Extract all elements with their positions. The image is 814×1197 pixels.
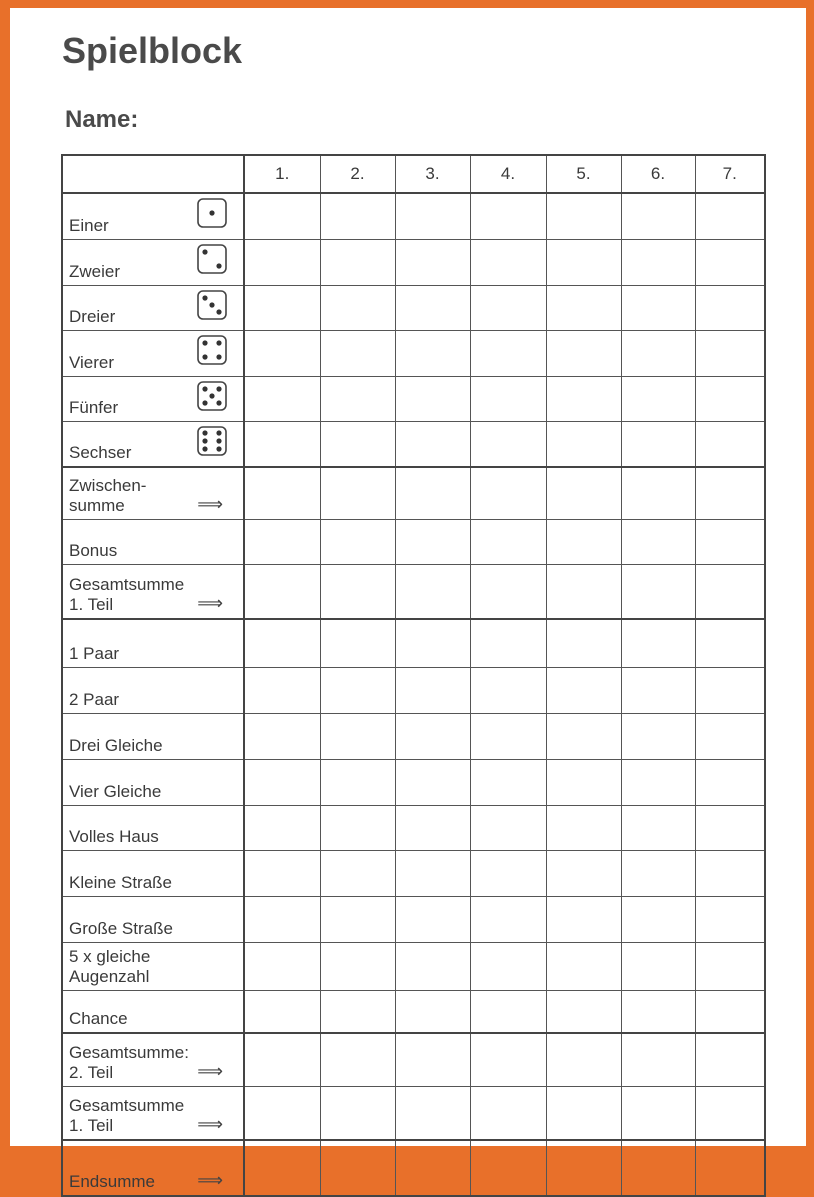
die-pip — [202, 430, 207, 435]
score-sheet — [10, 8, 806, 1191]
score-cell[interactable] — [621, 991, 695, 1034]
score-cell[interactable] — [470, 286, 546, 331]
score-cell[interactable] — [244, 565, 320, 620]
score-cell[interactable] — [695, 1033, 765, 1087]
score-cell[interactable] — [695, 760, 765, 806]
score-cell[interactable] — [320, 760, 395, 806]
score-cell[interactable] — [621, 520, 695, 565]
column-header: 7. — [695, 155, 765, 193]
score-cell[interactable] — [621, 760, 695, 806]
die-pip — [216, 354, 221, 359]
score-cell[interactable] — [395, 619, 470, 668]
score-cell[interactable] — [621, 467, 695, 520]
row-label-cell — [62, 1033, 244, 1087]
score-cell[interactable] — [621, 565, 695, 620]
score-cell[interactable] — [621, 1087, 695, 1141]
row-label-cell — [62, 619, 244, 668]
score-cell[interactable] — [320, 1140, 395, 1196]
row-label-cell — [62, 851, 244, 897]
score-cell[interactable] — [320, 286, 395, 331]
row-label: 1. Teil — [69, 1116, 114, 1135]
row-label: Fünfer — [69, 398, 119, 417]
score-cell[interactable] — [320, 422, 395, 468]
score-cell[interactable] — [695, 806, 765, 851]
row-label: 1 Paar — [69, 644, 120, 663]
name-label: Name: — [65, 106, 139, 133]
score-cell[interactable] — [320, 714, 395, 760]
score-cell[interactable] — [546, 897, 621, 943]
row-label-cell — [62, 1087, 244, 1141]
column-header: 3. — [395, 155, 470, 193]
column-header: 2. — [320, 155, 395, 193]
table-row — [62, 1033, 765, 1087]
die-four-icon — [197, 335, 227, 365]
score-cell[interactable] — [244, 619, 320, 668]
row-label-cell — [62, 760, 244, 806]
score-cell[interactable] — [395, 193, 470, 240]
score-cell[interactable] — [320, 851, 395, 897]
score-cell[interactable] — [320, 943, 395, 991]
die-face — [198, 336, 226, 364]
score-cell[interactable] — [244, 286, 320, 331]
die-pip — [202, 400, 207, 405]
row-label: Augenzahl — [69, 967, 150, 986]
score-cell[interactable] — [695, 1087, 765, 1141]
score-cell[interactable] — [320, 897, 395, 943]
table-row — [62, 991, 765, 1034]
row-label: Zweier — [69, 262, 121, 281]
score-cell[interactable] — [621, 1140, 695, 1196]
score-cell[interactable] — [695, 240, 765, 286]
score-cell[interactable] — [621, 897, 695, 943]
score-cell[interactable] — [695, 520, 765, 565]
row-label-cell — [62, 991, 244, 1034]
row-label-cell — [62, 422, 244, 468]
die-pip — [216, 386, 221, 391]
score-cell[interactable] — [395, 240, 470, 286]
score-cell[interactable] — [695, 422, 765, 468]
score-cell[interactable] — [470, 422, 546, 468]
score-cell[interactable] — [546, 1087, 621, 1141]
score-cell[interactable] — [244, 668, 320, 714]
score-cell[interactable] — [320, 991, 395, 1034]
score-cell[interactable] — [244, 331, 320, 377]
row-label-cell — [62, 714, 244, 760]
score-cell[interactable] — [395, 668, 470, 714]
score-cell[interactable] — [621, 193, 695, 240]
score-cell[interactable] — [395, 760, 470, 806]
score-cell[interactable] — [470, 1033, 546, 1087]
score-cell[interactable] — [395, 943, 470, 991]
score-cell[interactable] — [244, 1140, 320, 1196]
score-cell[interactable] — [395, 897, 470, 943]
score-cell[interactable] — [244, 240, 320, 286]
score-cell[interactable] — [244, 760, 320, 806]
table-row — [62, 193, 765, 240]
score-cell[interactable] — [695, 377, 765, 422]
score-cell[interactable] — [695, 193, 765, 240]
die-pip — [202, 295, 207, 300]
score-cell[interactable] — [695, 331, 765, 377]
score-cell[interactable] — [546, 1033, 621, 1087]
header-row — [62, 155, 765, 193]
score-cell[interactable] — [546, 991, 621, 1034]
score-cell[interactable] — [470, 760, 546, 806]
score-cell[interactable] — [470, 520, 546, 565]
score-cell[interactable] — [695, 286, 765, 331]
score-cell[interactable] — [470, 467, 546, 520]
row-label: Gesamtsumme — [69, 575, 185, 594]
score-cell[interactable] — [470, 377, 546, 422]
score-cell[interactable] — [244, 806, 320, 851]
score-cell[interactable] — [470, 565, 546, 620]
double-arrow-icon: ⟹ — [197, 593, 223, 613]
row-label-cell — [62, 520, 244, 565]
score-cell[interactable] — [695, 467, 765, 520]
double-arrow-icon: ⟹ — [197, 1114, 223, 1134]
die-pip — [216, 340, 221, 345]
score-cell[interactable] — [395, 1033, 470, 1087]
table-row — [62, 851, 765, 897]
score-cell[interactable] — [546, 806, 621, 851]
score-table — [61, 154, 766, 1197]
row-label: Bonus — [69, 541, 118, 560]
row-label: Chance — [69, 1009, 128, 1028]
score-cell[interactable] — [546, 193, 621, 240]
score-cell[interactable] — [395, 851, 470, 897]
score-cell[interactable] — [695, 565, 765, 620]
die-pip — [209, 302, 214, 307]
score-cell[interactable] — [621, 240, 695, 286]
column-header: 5. — [546, 155, 621, 193]
score-cell[interactable] — [695, 851, 765, 897]
score-cell[interactable] — [621, 377, 695, 422]
die-pip — [209, 210, 214, 215]
score-cell[interactable] — [395, 1087, 470, 1141]
score-cell[interactable] — [320, 619, 395, 668]
column-header: 4. — [470, 155, 546, 193]
row-label-cell — [62, 565, 244, 620]
score-cell[interactable] — [470, 331, 546, 377]
score-cell[interactable] — [244, 422, 320, 468]
score-cell[interactable] — [546, 943, 621, 991]
table-row — [62, 422, 765, 468]
score-cell[interactable] — [395, 286, 470, 331]
score-cell[interactable] — [244, 520, 320, 565]
row-label: Vier Gleiche — [69, 782, 162, 801]
table-row — [62, 619, 765, 668]
die-pip — [216, 263, 221, 268]
score-cell[interactable] — [470, 619, 546, 668]
score-cell[interactable] — [244, 991, 320, 1034]
score-cell[interactable] — [320, 193, 395, 240]
row-label-cell — [62, 286, 244, 331]
row-label: Drei Gleiche — [69, 736, 163, 755]
score-cell[interactable] — [244, 377, 320, 422]
score-cell[interactable] — [470, 193, 546, 240]
table-row — [62, 806, 765, 851]
row-label-cell — [62, 377, 244, 422]
die-five-icon — [197, 381, 227, 411]
column-header: 6. — [621, 155, 695, 193]
table-row — [62, 565, 765, 620]
score-cell[interactable] — [244, 714, 320, 760]
row-label: Sechser — [69, 443, 132, 462]
score-cell[interactable] — [320, 331, 395, 377]
score-cell[interactable] — [546, 565, 621, 620]
die-pip — [216, 438, 221, 443]
table-row — [62, 467, 765, 520]
score-cell[interactable] — [621, 714, 695, 760]
score-cell[interactable] — [244, 943, 320, 991]
score-cell[interactable] — [320, 565, 395, 620]
score-cell[interactable] — [546, 851, 621, 897]
row-label-cell — [62, 240, 244, 286]
score-cell[interactable] — [244, 851, 320, 897]
score-cell[interactable] — [621, 806, 695, 851]
score-cell[interactable] — [244, 1033, 320, 1087]
die-pip — [216, 430, 221, 435]
die-face — [198, 427, 226, 455]
score-cell[interactable] — [546, 240, 621, 286]
die-six-icon — [197, 426, 227, 456]
score-cell[interactable] — [244, 897, 320, 943]
die-pip — [202, 386, 207, 391]
score-cell[interactable] — [546, 1140, 621, 1196]
score-cell[interactable] — [621, 851, 695, 897]
score-cell[interactable] — [621, 286, 695, 331]
score-cell[interactable] — [320, 1033, 395, 1087]
score-cell[interactable] — [695, 943, 765, 991]
row-label-cell — [62, 943, 244, 991]
die-one-icon — [197, 198, 227, 228]
score-cell[interactable] — [470, 897, 546, 943]
row-label: Einer — [69, 216, 109, 235]
score-cell[interactable] — [320, 1087, 395, 1141]
row-label-cell — [62, 331, 244, 377]
row-label: summe — [69, 496, 125, 515]
score-cell[interactable] — [621, 668, 695, 714]
table-row — [62, 520, 765, 565]
score-cell[interactable] — [546, 760, 621, 806]
die-pip — [202, 354, 207, 359]
score-cell[interactable] — [320, 668, 395, 714]
score-cell[interactable] — [695, 714, 765, 760]
table-row — [62, 240, 765, 286]
table-row — [62, 1087, 765, 1141]
score-cell[interactable] — [470, 1140, 546, 1196]
score-cell[interactable] — [695, 668, 765, 714]
table-row — [62, 286, 765, 331]
row-label: Zwischen- — [69, 476, 147, 495]
row-label-cell — [62, 193, 244, 240]
table-row — [62, 377, 765, 422]
die-three-icon — [197, 290, 227, 320]
score-cell[interactable] — [470, 1087, 546, 1141]
header-corner — [62, 155, 244, 193]
die-pip — [209, 393, 214, 398]
row-label: Endsumme — [69, 1172, 155, 1191]
score-cell[interactable] — [621, 619, 695, 668]
score-cell[interactable] — [695, 897, 765, 943]
score-cell[interactable] — [546, 286, 621, 331]
score-cell[interactable] — [395, 331, 470, 377]
score-cell[interactable] — [470, 806, 546, 851]
score-cell[interactable] — [546, 331, 621, 377]
score-cell[interactable] — [395, 565, 470, 620]
score-cell[interactable] — [395, 714, 470, 760]
score-cell[interactable] — [546, 467, 621, 520]
score-cell[interactable] — [470, 943, 546, 991]
row-label: Kleine Straße — [69, 873, 172, 892]
score-cell[interactable] — [395, 1140, 470, 1196]
table-row — [62, 668, 765, 714]
column-header: 1. — [244, 155, 320, 193]
score-cell[interactable] — [695, 991, 765, 1034]
row-label-cell — [62, 897, 244, 943]
table-row — [62, 760, 765, 806]
die-pip — [202, 446, 207, 451]
row-label: Gesamtsumme: — [69, 1043, 189, 1062]
score-cell[interactable] — [320, 806, 395, 851]
row-label: 2. Teil — [69, 1063, 114, 1082]
score-cell[interactable] — [470, 240, 546, 286]
table-row — [62, 714, 765, 760]
score-cell[interactable] — [395, 806, 470, 851]
score-cell[interactable] — [470, 851, 546, 897]
score-cell[interactable] — [621, 422, 695, 468]
table-row — [62, 1140, 765, 1196]
row-label: 5 x gleiche — [69, 947, 151, 966]
score-cell[interactable] — [546, 377, 621, 422]
score-cell[interactable] — [244, 193, 320, 240]
die-two-icon — [197, 244, 227, 274]
die-pip — [216, 309, 221, 314]
score-cell[interactable] — [470, 991, 546, 1034]
score-cell[interactable] — [244, 1087, 320, 1141]
score-cell[interactable] — [395, 991, 470, 1034]
score-cell[interactable] — [320, 520, 395, 565]
score-cell[interactable] — [470, 668, 546, 714]
die-pip — [216, 446, 221, 451]
score-cell[interactable] — [546, 668, 621, 714]
die-pip — [202, 249, 207, 254]
score-cell[interactable] — [244, 467, 320, 520]
row-label: 1. Teil — [69, 595, 114, 614]
table-row — [62, 897, 765, 943]
score-cell[interactable] — [621, 1033, 695, 1087]
row-label-cell — [62, 668, 244, 714]
double-arrow-icon: ⟹ — [197, 1170, 223, 1190]
score-cell[interactable] — [546, 422, 621, 468]
row-label: Große Straße — [69, 919, 173, 938]
row-label-cell — [62, 467, 244, 520]
score-cell[interactable] — [320, 240, 395, 286]
row-label: Gesamtsumme — [69, 1096, 185, 1115]
row-label: Volles Haus — [69, 827, 159, 846]
score-cell[interactable] — [395, 422, 470, 468]
row-label: Dreier — [69, 307, 116, 326]
table-row — [62, 943, 765, 991]
score-cell[interactable] — [695, 619, 765, 668]
score-cell[interactable] — [695, 1140, 765, 1196]
score-cell[interactable] — [546, 619, 621, 668]
score-cell[interactable] — [320, 467, 395, 520]
die-pip — [202, 438, 207, 443]
score-cell[interactable] — [395, 520, 470, 565]
double-arrow-icon: ⟹ — [197, 494, 223, 514]
score-cell[interactable] — [470, 714, 546, 760]
die-pip — [202, 340, 207, 345]
row-label-cell — [62, 806, 244, 851]
score-cell[interactable] — [621, 943, 695, 991]
score-cell[interactable] — [395, 377, 470, 422]
row-label: Vierer — [69, 353, 115, 372]
score-cell[interactable] — [320, 377, 395, 422]
die-face — [198, 245, 226, 273]
die-pip — [216, 400, 221, 405]
row-label: 2 Paar — [69, 690, 120, 709]
score-cell[interactable] — [546, 520, 621, 565]
row-label-cell — [62, 1140, 244, 1196]
score-cell[interactable] — [546, 714, 621, 760]
double-arrow-icon: ⟹ — [197, 1061, 223, 1081]
score-cell[interactable] — [395, 467, 470, 520]
page-title: Spielblock — [62, 30, 243, 71]
score-cell[interactable] — [621, 331, 695, 377]
table-row — [62, 331, 765, 377]
